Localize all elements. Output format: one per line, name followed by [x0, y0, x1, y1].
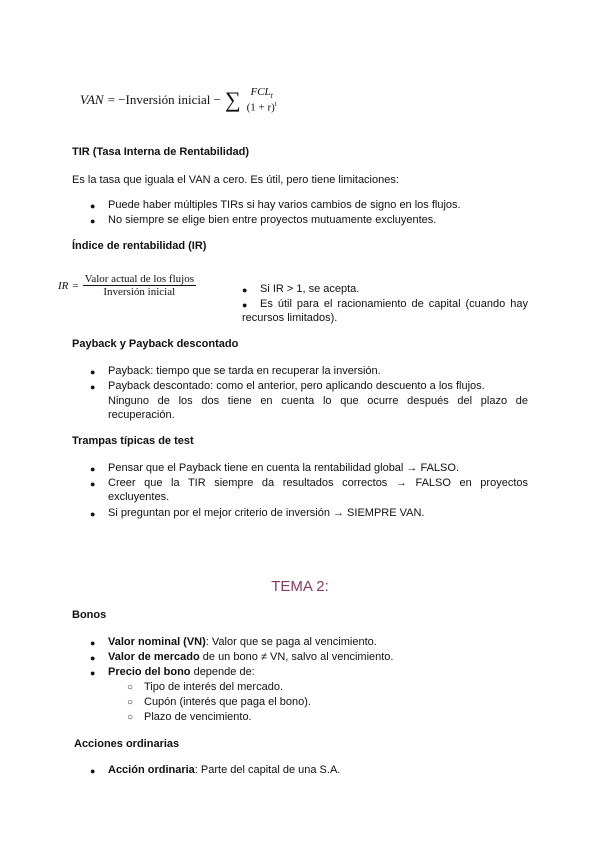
van-eq: = −Inversión inicial − — [107, 92, 221, 107]
bonos-sub-1: Tipo de interés del mercado. — [144, 681, 283, 693]
bonos-sub-2: Cupón (interés que paga el bono). — [144, 696, 311, 708]
circle-bullet-icon: ○ — [127, 682, 134, 693]
van-formula — [80, 80, 279, 120]
bullet-icon: ● — [90, 382, 96, 392]
bonos-item-3 — [108, 665, 255, 680]
payback-bullet-1: Payback: tiempo que se tarda en recuperar la inversión. — [108, 365, 381, 377]
payback-note-a: Ninguno de los dos tiene en cuenta lo que ocurre después del plazo de — [108, 395, 528, 407]
bullet-icon: ● — [90, 653, 96, 663]
ir-bullet-1: Si IR > 1, se acepta. — [260, 283, 360, 295]
bullet-icon: ● — [90, 509, 96, 519]
ir-bullet-2a: Es útil para el racionamiento de capital (cuando hay — [260, 298, 528, 310]
tema2-title: TEMA 2: — [271, 578, 329, 595]
ir-formula — [58, 273, 196, 298]
bonos-item-1-rest: : Valor que se paga al vencimiento. — [205, 636, 377, 648]
van-den: (1 + r) — [246, 101, 275, 114]
tir-bullet-1: Puede haber múltiples TIRs si hay varios cambios de signo en los flujos. — [108, 199, 461, 211]
bullet-icon: ● — [90, 668, 96, 678]
trampas-bullet-2b: excluyentes. — [108, 491, 170, 503]
bonos-item-3-bold: Precio del bono — [108, 666, 191, 678]
bullet-icon: ● — [90, 216, 96, 226]
bonos-item-1-bold: Valor nominal (VN) — [108, 636, 206, 648]
sum-symbol: ∑ — [224, 87, 241, 112]
bonos-item-2-bold: Valor de mercado — [108, 651, 200, 663]
acciones-item-rest: : Parte del capital de una S.A. — [194, 764, 341, 776]
van-num: FCL — [250, 86, 271, 99]
tir-intro: Es la tasa que iguala el VAN a cero. Es útil, pero tiene limitaciones: — [72, 174, 399, 186]
van-lhs: VAN — [80, 92, 104, 107]
tir-bullet-2: No siempre se elige bien entre proyectos mutuamente excluyentes. — [108, 214, 437, 226]
bullet-icon: ● — [90, 638, 96, 648]
bullet-icon: ● — [242, 285, 248, 295]
bonos-item-1 — [108, 635, 377, 650]
bullet-icon: ● — [90, 479, 96, 489]
bullet-icon: ● — [90, 201, 96, 211]
van-num-sub: t — [270, 91, 273, 101]
bullet-icon: ● — [90, 464, 96, 474]
trampas-bullet-2a: Creer que la TIR siempre da resultados correctos → FALSO en proyectos — [108, 477, 528, 489]
trampas-bullet-3: Si preguntan por el mejor criterio de inversión → SIEMPRE VAN. — [108, 507, 425, 519]
trampas-heading: Trampas típicas de test — [72, 435, 194, 447]
acciones-item — [108, 763, 340, 778]
ir-num: Valor actual de los flujos — [84, 273, 194, 285]
bonos-sub-3: Plazo de vencimiento. — [144, 711, 252, 723]
circle-bullet-icon: ○ — [127, 712, 134, 723]
bonos-heading: Bonos — [72, 609, 107, 621]
trampas-bullet-1: Pensar que el Payback tiene en cuenta la rentabilidad global → FALSO. — [108, 462, 460, 474]
bonos-item-2-rest: de un bono ≠ VN, salvo al vencimiento. — [199, 651, 394, 663]
ir-den: Inversión inicial — [83, 285, 196, 298]
ir-lhs: IR — [58, 279, 69, 292]
van-den-sup: t — [274, 100, 277, 109]
bonos-item-3-rest: depende de: — [190, 666, 255, 678]
acciones-heading: Acciones ordinarias — [74, 738, 180, 750]
van-fraction — [245, 86, 279, 114]
acciones-item-bold: Acción ordinaria — [108, 764, 195, 776]
ir-eq: = — [72, 279, 79, 292]
payback-bullet-2: Payback descontado: como el anterior, pero aplicando descuento a los flujos. — [108, 380, 485, 392]
ir-heading: Índice de rentabilidad (IR) — [72, 240, 207, 252]
tir-heading: TIR (Tasa Interna de Rentabilidad) — [72, 146, 250, 158]
circle-bullet-icon: ○ — [127, 697, 134, 708]
ir-bullet-2b: recursos limitados). — [242, 312, 338, 324]
bonos-item-2 — [108, 650, 393, 665]
payback-heading: Payback y Payback descontado — [72, 338, 239, 350]
bullet-icon: ● — [90, 766, 96, 776]
payback-note-b: recuperación. — [108, 409, 175, 421]
ir-fraction — [83, 273, 196, 298]
bullet-icon: ● — [90, 367, 96, 377]
bullet-icon: ● — [242, 300, 248, 310]
